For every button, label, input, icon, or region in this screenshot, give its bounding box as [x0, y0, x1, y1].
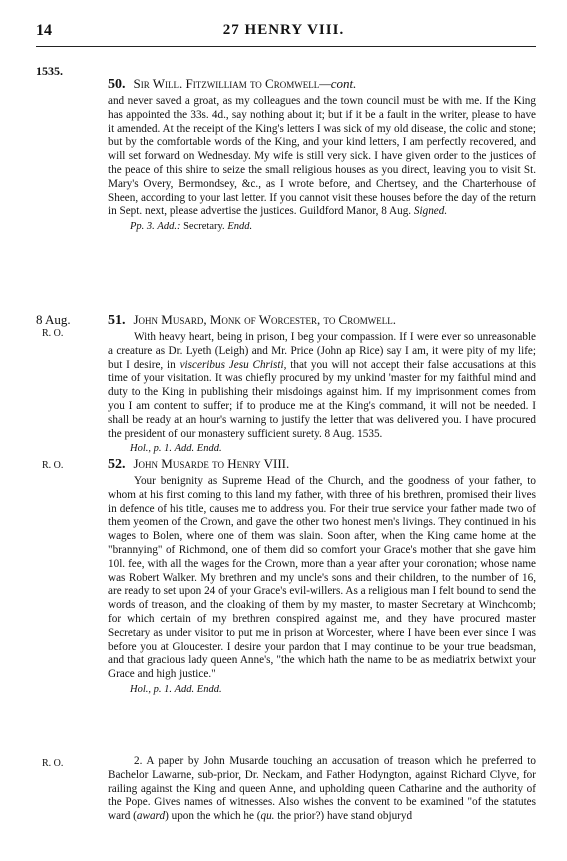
entry-52-body: Your benignity as Supreme Head of the Church, and the goodness of your father, to whom at his first coming to this land my father, with three of his brethren, promised their lives in defence of his title, causes me to address you. For their true service your father made two of them yeomen of the Crown, and gave the other two honest men's livings. They continued in his wages to Bolen, where one of them was slain. Soon after, when the King came home at the "brannying" of Richmond, one of them did so comfort your Grace's mother that she gave him 10l. fee, with all the wages for the Crown, more than a year after your coronation; whose name was Robert Walker. My brethren and my uncle's sons and their children, to the number of 16, are ready to set upon 24 of your Grace's evil-willers. As a religious man I felt bound to send the words of treason, and the cloaking of them by my master, to master Secretary at Winchcomb; for which certain of my brethren conspired against me, and they have procured master Secretary as under visitor to put me in prison at Worcester, where I have been ever since I was before you at Gloucester. I desire your pardon that I may continue to be your true beadsman, and that gracious lady queen Anne's, "the which hath the name to be as mediatrix betwixt your Grace and high justice."	[108, 475, 536, 681]
entry-52	[108, 456, 536, 697]
entry-50-heading	[108, 76, 536, 93]
margin-date: 8 Aug.	[36, 312, 71, 327]
heading-suffix: —cont.	[319, 76, 357, 91]
entry-50-footnote: Pp. 3. Add.: Secretary. Endd.	[130, 221, 253, 233]
entry-52-heading	[108, 456, 536, 473]
entry-52-2-body: 2. A paper by John Musarde touching an accusation of treason which he preferred to Bachelor Lawarne, sub-prior, Dr. Neckam, and Father Hodyngton, against Richard Clyve, for railing against the King and queen Anne, and upholding queen Catharine and the authority of the Pope. Gives names of witnesses. Also wishes the convent to be examined "of the statutes ward (award) upon the which he (qu. the prior?) have stand objuryd	[108, 755, 536, 823]
entry-50	[108, 76, 536, 234]
entry-52-2	[108, 755, 536, 824]
entry-51-body: With heavy heart, being in prison, I beg your compassion. If I were ever so unreasonable a creature as Dr. Lyeth (Leigh) and Mr. Price (John ap Rice) say I am, it were pity of my life; but I desire, in visceribus Jesu Christi, that you will not accept their false accusations at this time of your visitation. It was chiefly procured by my unkind 'master for my faithful mind and duty to the King in publishing their misdoings against him. If my imprisonment comes from you I am content to suffer; if to produce me at the King's command, it will not be needed. I shall be ready at an hour's warning to justify the letter that was delivered you. I have procured the president of our monastery sufficient surety. 8 Aug. 1535.	[108, 331, 537, 440]
entry-52-2-margin	[36, 757, 86, 771]
entry-title: Sir Will. Fitzwilliam to Cromwell	[133, 76, 320, 91]
page-header	[0, 22, 567, 42]
margin-source: R. O.	[42, 758, 64, 769]
entry-51-heading	[108, 312, 536, 329]
page-number: 14	[36, 22, 52, 39]
entry-number: 51.	[108, 313, 126, 328]
entry-number: 52.	[108, 457, 126, 472]
margin-year: 1535.	[36, 64, 63, 78]
entry-number: 50.	[108, 77, 126, 92]
header-rule	[36, 46, 536, 47]
entry-51-margin	[36, 313, 86, 341]
entry-51	[108, 312, 536, 456]
margin-source: R. O.	[42, 328, 64, 339]
entry-50-body: and never saved a groat, as my colleagues and the town council must be with me. If the King has appointed the 33s. 4d., say nothing about it; but if it be a fault in the writer, please to have it amended. At the receipt of the King's letters I was sick of my old disease, the colic and stone; but by the comfortable words of the King, and your kind letters, I am perfectly recovered, and will set forward on Wednesday. My wife is still very sick. I have given order to the justices of the peace of this shire to seize the small religious houses as you direct, leaving you to visit St. Mary's Overy, Bermondsey, &c., as I wrote before, and Chertsey, and the Charterhouse of Sheen, according to your last letter. If you cannot visit these houses before the day of the return in Sept. next, please advertise the justices. Guildford Manor, 8 Aug. Signed.	[108, 95, 536, 218]
margin-source: R. O.	[42, 460, 64, 471]
entry-title: John Musarde to Henry VIII.	[133, 456, 290, 471]
running-title: 27 HENRY VIII.	[222, 22, 345, 38]
entry-51-footnote: Hol., p. 1. Add. Endd.	[130, 443, 222, 455]
entry-title: John Musard, Monk of Worcester, to Cromwell.	[133, 312, 396, 327]
signed-note: Signed.	[413, 205, 448, 218]
entry-52-footnote: Hol., p. 1. Add. Endd.	[130, 683, 222, 695]
entry-52-margin	[36, 459, 86, 473]
